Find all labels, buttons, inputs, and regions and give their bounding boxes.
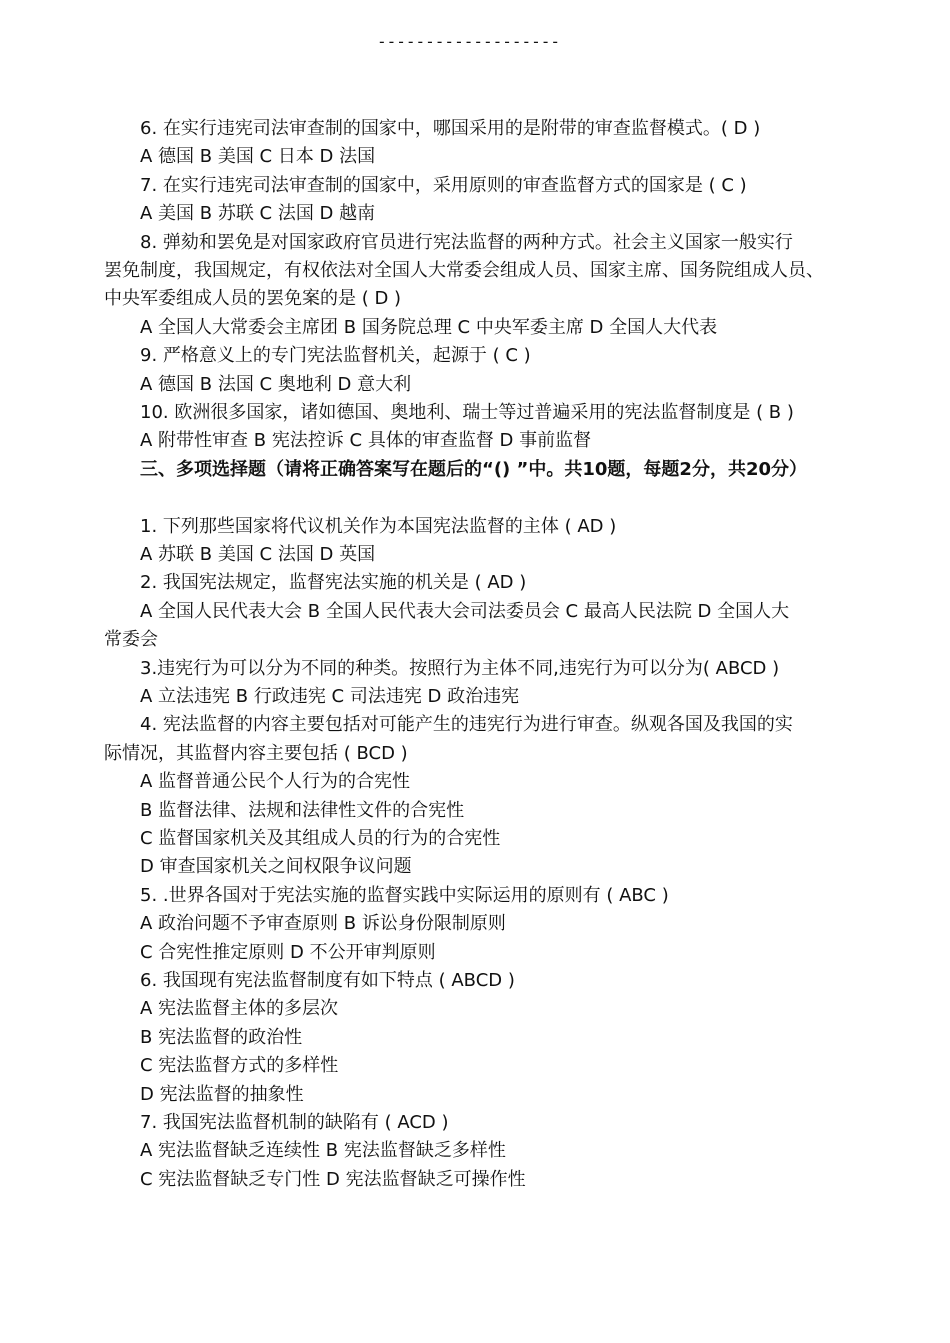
text-line: A 苏联 B 美国 C 法国 D 英国 (140, 544, 376, 565)
text-line: 4. 宪法监督的内容主要包括对可能产生的违宪行为进行审查。纵观各国及我国的实 (140, 714, 793, 736)
text-line: A 政治问题不予审查原则 B 诉讼身份限制原则 (140, 913, 506, 935)
text-line: 3.违宪行为可以分为不同的种类。按照行为主体不同,违宪行为可以分为( ABCD ) (140, 657, 780, 679)
text-line: B 宪法监督的政治性 (140, 1026, 303, 1048)
text-line: 9. 严格意义上的专门宪法监督机关，起源于 ( C ) (140, 345, 531, 367)
text-line: 5. .世界各国对于宪法实施的监督实践中实际运用的原则有 ( ABC ) (140, 884, 669, 906)
text-line: A 德国 B 美国 C 日本 D 法国 (140, 146, 376, 168)
text-line: 2. 我国宪法规定，监督宪法实施的机关是 ( AD ) (140, 572, 527, 594)
text-line: C 监督国家机关及其组成人员的行为的合宪性 (140, 828, 501, 849)
text-line: 8. 弹劾和罢免是对国家政府官员进行宪法监督的两种方式。社会主义国家一般实行 (140, 231, 793, 253)
text-line: A 美国 B 苏联 C 法国 D 越南 (140, 203, 376, 225)
text-line: A 德国 B 法国 C 奥地利 D 意大利 (140, 373, 412, 395)
text-line: 10. 欧洲很多国家，诸如德国、奥地利、瑞士等过普遍采用的宪法监督制度是 ( B ) (140, 402, 794, 423)
text-line: A 全国人大常委会主席团 B 国务院总理 C 中央军委主席 D 全国人大代表 (140, 316, 718, 338)
text-line: A 宪法监督缺乏连续性 B 宪法监督缺乏多样性 (140, 1140, 506, 1162)
text-line: C 合宪性推定原则 D 不公开审判原则 (140, 941, 436, 963)
section-heading: 三、多项选择题（请将正确答案写在题后的“() ”中。共10题，每题2分，共20分） (140, 458, 807, 480)
text-line: A 全国人民代表大会 B 全国人民代表大会司法委员会 C 最高人民法院 D 全国人大 (140, 600, 790, 622)
text-line: 中央军委组成人员的罢免案的是 ( D ) (104, 288, 402, 310)
text-line: 7. 在实行违宪司法审查制的国家中，采用原则的审查监督方式的国家是 ( C ) (140, 174, 747, 196)
text-line: B 监督法律、法规和法律性文件的合宪性 (140, 799, 465, 821)
text-line: A 监督普通公民个人行为的合宪性 (140, 771, 411, 793)
text-line: A 立法违宪 B 行政违宪 C 司法违宪 D 政治违宪 (140, 686, 520, 707)
text-line: D 审查国家机关之间权限争议问题 (140, 856, 412, 878)
text-line: 常委会 (104, 629, 158, 651)
text-line: D 宪法监督的抽象性 (140, 1083, 304, 1105)
text-line: 1. 下列那些国家将代议机关作为本国宪法监督的主体 ( AD ) (140, 515, 617, 537)
header-dashed-rule: ------------------- (377, 36, 561, 48)
text-line: 7. 我国宪法监督机制的缺陷有 ( ACD ) (140, 1112, 449, 1133)
text-line: 6. 我国现有宪法监督制度有如下特点 ( ABCD ) (140, 970, 515, 991)
text-line: 6. 在实行违宪司法审查制的国家中，哪国采用的是附带的审查监督模式。( D ) (140, 118, 761, 139)
text-line: C 宪法监督方式的多样性 (140, 1055, 339, 1077)
text-line: C 宪法监督缺乏专门性 D 宪法监督缺乏可操作性 (140, 1168, 526, 1190)
text-line: 罢免制度，我国规定，有权依法对全国人大常委会组成人员、国家主席、国务院组成人员、 (104, 260, 824, 281)
text-line: 际情况，其监督内容主要包括 ( BCD ) (104, 742, 408, 764)
text-line: A 宪法监督主体的多层次 (140, 998, 339, 1020)
text-line: A 附带性审查 B 宪法控诉 C 具体的审查监督 D 事前监督 (140, 430, 592, 452)
